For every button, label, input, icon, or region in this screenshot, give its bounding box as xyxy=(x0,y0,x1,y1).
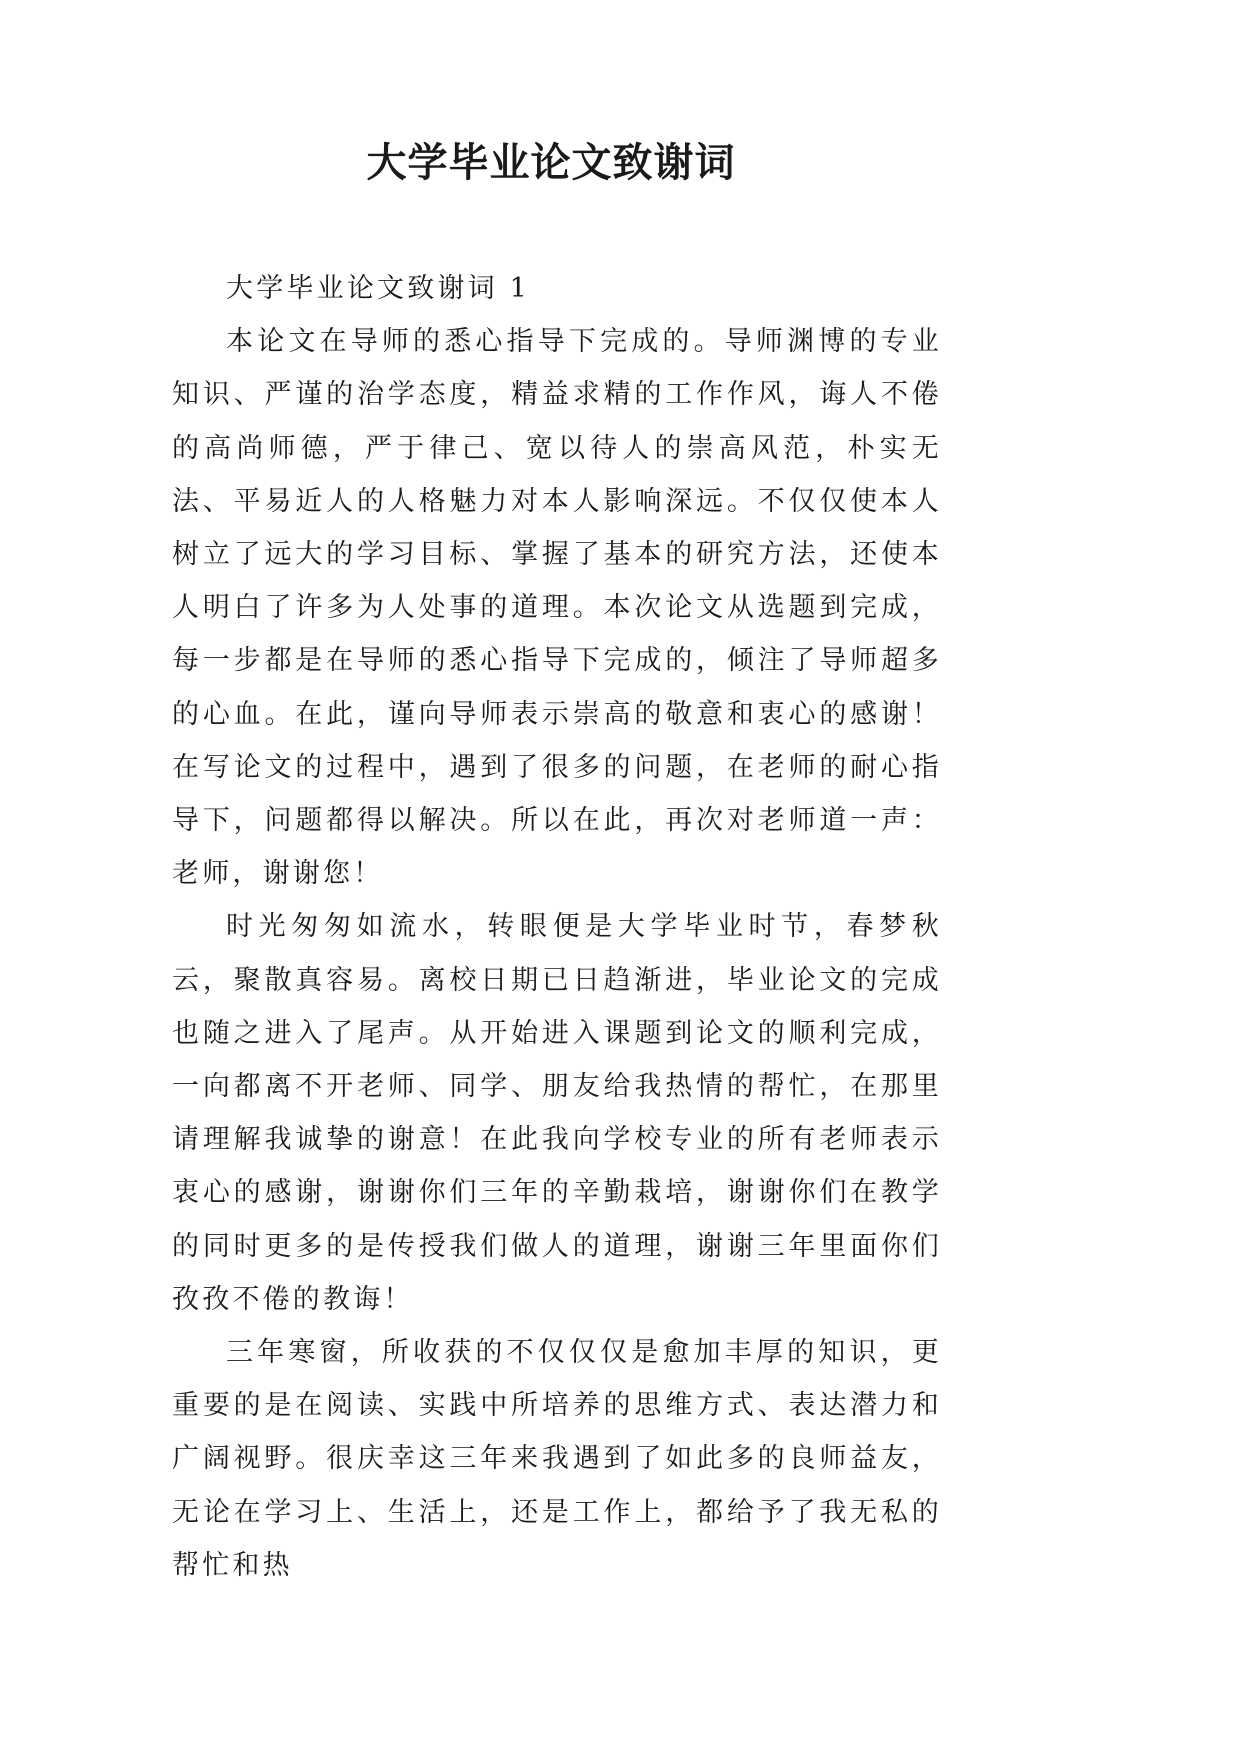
paragraph-1: 本论文在导师的悉心指导下完成的。导师渊博的专业知识、严谨的治学态度，精益求精的工作作风，诲人不倦的高尚师德，严于律己、宽以待人的崇高风范，朴实无法、平易近人的人格魅力对本人影响深远。不仅仅使本人树立了远大的学习目标、掌握了基本的研究方法，还使本人明白了许多为人处事的道理。本次论文从选题到完成，每一步都是在导师的悉心指导下完成的，倾注了导师超多的心血。在此，谨向导师表示崇高的敬意和衷心的感谢！在写论文的过程中，遇到了很多的问题，在老师的耐心指导下，问题都得以解决。所以在此，再次对老师道一声：老师，谢谢您！ xyxy=(172,326,942,890)
document-body xyxy=(172,262,942,1592)
paragraph-3: 三年寒窗，所收获的不仅仅仅是愈加丰厚的知识，更重要的是在阅读、实践中所培养的思维方式、表达潜力和广阔视野。很庆幸这三年来我遇到了如此多的良师益友，无论在学习上、生活上，还是工作上，都给予了我无私的帮忙和热 xyxy=(172,1337,942,1581)
document-title: 大学毕业论文致谢词 xyxy=(366,139,736,186)
paragraph-2: 时光匆匆如流水，转眼便是大学毕业时节，春梦秋云，聚散真容易。离校日期已日趋渐进，毕业论文的完成也随之进入了尾声。从开始进入课题到论文的顺利完成，一向都离不开老师、同学、朋友给我热情的帮忙，在那里请理解我诚挚的谢意！在此我向学校专业的所有老师表示衷心的感谢，谢谢你们三年的辛勤栽培，谢谢你们在教学的同时更多的是传授我们做人的道理，谢谢三年里面你们孜孜不倦的教诲！ xyxy=(172,911,942,1315)
section-subheading: 大学毕业论文致谢词 1 xyxy=(226,273,530,304)
